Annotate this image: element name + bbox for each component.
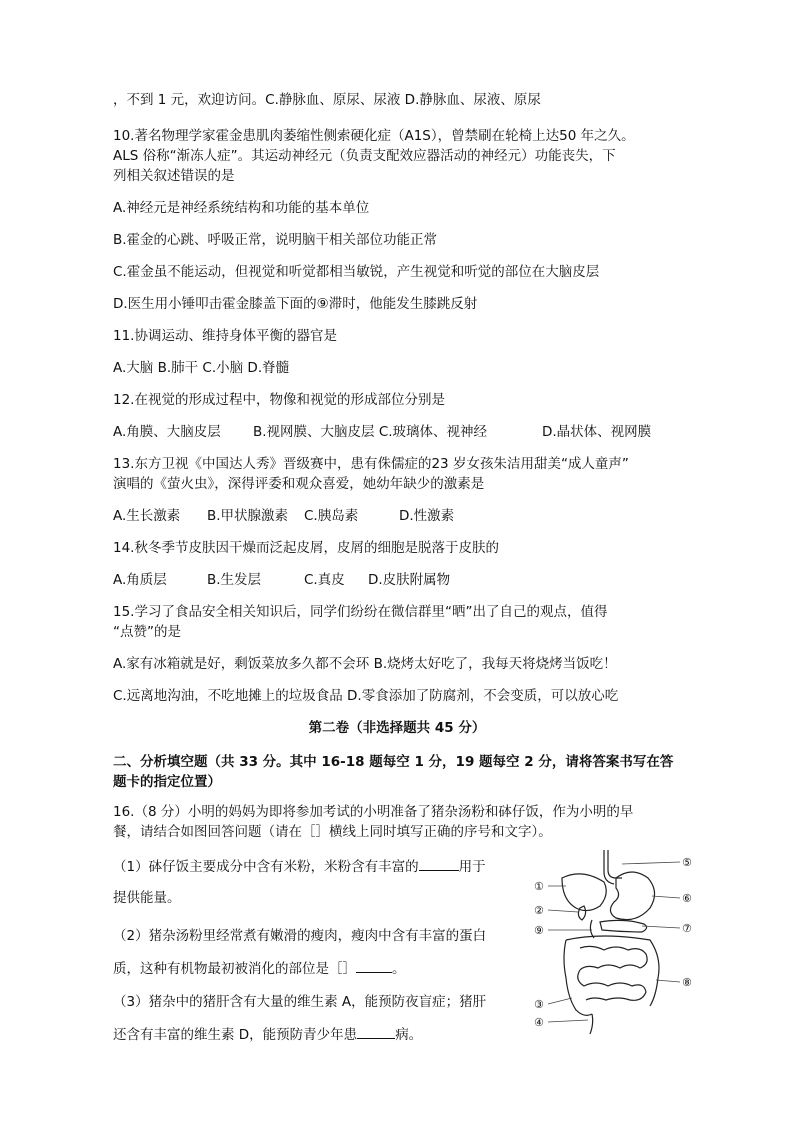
q12-option-d: D.晶状体、视网膜 [542,424,652,440]
q16-part1-text: （1）砵仔饭主要成分中含有米粉，米粉含有丰富的 [113,859,419,875]
q10-stem-2: ALS 俗称“渐冻人症”。其运动神经元（负责支配效应器活动的神经元）功能丧失，下 [113,148,616,164]
q10-option-a: A.神经元是神经系统结构和功能的基本单位 [113,200,370,216]
q16-part2-line1: （2）猪杂汤粉里经常煮有嫩滑的瘦肉，瘦肉中含有丰富的蛋白 [113,928,487,944]
rectum-shape [590,1014,593,1034]
esophagus-shape [608,850,622,878]
q14-option-b: B.生发层 [207,572,262,588]
part-2-heading-2: 题卡的指定位置） [113,774,221,790]
q13-stem-2: 演唱的《萤火虫》，深得评委和观众喜爱，她幼年缺少的激素是 [113,476,485,492]
digestive-system-diagram [532,848,712,1038]
q16-part2-text-end: 。 [392,961,406,977]
answer-blank-1 [419,856,459,871]
q13-option-b: B.甲状腺激素 [207,508,289,524]
label-3: ③ [534,998,544,1011]
q16-part1-line2: 提供能量。 [113,890,181,906]
q16-part1-text-end: 用于 [458,859,486,875]
label-2: ② [534,904,544,917]
label-6: ⑥ [682,892,692,905]
q10-stem-3: 列相关叙述错误的是 [113,168,235,184]
q15-options-cd: C.远离地沟油，不吃地摊上的垃圾食品 D.零食添加了防腐剂，不会变质，可以放心吃 [113,688,619,704]
q10-option-b: B.霍金的心跳、呼吸正常，说明脑干相关部位功能正常 [113,232,438,248]
q16-part2-line2 [113,958,406,979]
q13-option-a: A.生长激素 [113,508,181,524]
label-4: ④ [534,1016,544,1029]
q10-option-d: D.医生用小锤叩击霍金膝盖下面的⑨滞时，他能发生膝跳反射 [113,296,478,312]
q16-part3-line2 [113,1024,422,1045]
q12-option-bc: B.视网膜、大脑皮层 C.玻璃体、视神经 [253,424,488,440]
q12-stem: 12.在视觉的形成过程中，物像和视觉的形成部位分别是 [113,392,445,408]
label-8: ⑧ [682,976,692,989]
q14-option-d: D.皮肤附属物 [368,572,451,588]
q14-stem: 14.秋冬季节皮肤因干燥而泛起皮屑，皮屑的细胞是脱落于皮肤的 [113,540,499,556]
q13-option-c: C.胰岛素 [304,508,359,524]
duodenum-shape [590,920,594,938]
q11-options: A.大脑 B.肺干 C.小脑 D.脊髓 [113,360,290,376]
label-5: ⑤ [682,856,692,869]
q11-stem: 11.协调运动、维持身体平衡的器官是 [113,328,337,344]
pancreas-shape [600,920,647,932]
liver-shape [562,874,606,911]
q15-options-ab: A.家有冰箱就是好，剩饭菜放多久都不会环 B.烧烤太好吃了，我每天将烧烤当饭吃！ [113,656,617,672]
esophagus-shape-2 [604,850,614,884]
q16-stem-2: 餐，请结合如图回答问题（请在［］横线上同时填写正确的序号和文字）。 [113,824,552,840]
answer-blank-3 [357,1024,395,1039]
gallbladder-shape [578,906,585,920]
q13-option-d: D.性激素 [399,508,455,524]
q14-option-a: A.角质层 [113,572,167,588]
answer-blank-2 [356,958,392,973]
q16-part3-text: 还含有丰富的维生素 D，能预防青少年患 [113,1027,358,1043]
q14-option-c: C.真皮 [304,572,345,588]
q15-stem-2: “点赞”的是 [113,624,181,640]
q16-part1-line1 [113,856,486,877]
q16-stem-1: 16.（8 分）小明的妈妈为即将参加考试的小明准备了猪杂汤粉和砵仔饭，作为小明的早 [113,804,634,820]
q10-stem-1: 10.著名物理学家霍金患肌肉萎缩性侧索硬化症（A1S），曾禁刷在轮椅上达50 年之久。 [113,128,635,144]
q12-option-a: A.角膜、大脑皮层 [113,424,221,440]
q16-part3-text-end: 病。 [395,1027,423,1043]
q16-part3-line1: （3）猪杂中的猪肝含有大量的维生素 A，能预防夜盲症；猪肝 [113,994,487,1010]
label-9: ⑨ [534,924,544,937]
q15-stem-1: 15.学习了食品安全相关知识后，同学们纷纷在微信群里“晒”出了自己的观点，值得 [113,604,608,620]
stomach-shape [610,872,654,920]
section-2-heading: 第二卷（非选择题共 45 分） [308,720,486,736]
label-7: ⑦ [682,922,692,935]
label-1: ① [534,880,544,893]
q13-stem-1: 13.东方卫视《中国达人秀》晋级赛中，患有侏儒症的23 岁女孩朱洁用甜美“成人童声” [113,456,629,472]
part-2-heading-1: 二、分析填空题（共 33 分。其中 16-18 题每空 1 分，19 题每空 2 分，请将答案书写在答 [113,754,674,770]
q16-part2-text: 质，这种有机物最初被消化的部位是［］ [113,961,356,977]
q10-option-c: C.霍金虽不能运动，但视觉和听觉都相当敏锐，产生视觉和听觉的部位在大脑皮层 [113,264,600,280]
small-intestine-shape [578,946,647,1000]
continued-options: ，不到 1 元，欢迎访问。C.静脉血、原尿、尿液 D.静脉血、尿液、原尿 [113,92,541,108]
